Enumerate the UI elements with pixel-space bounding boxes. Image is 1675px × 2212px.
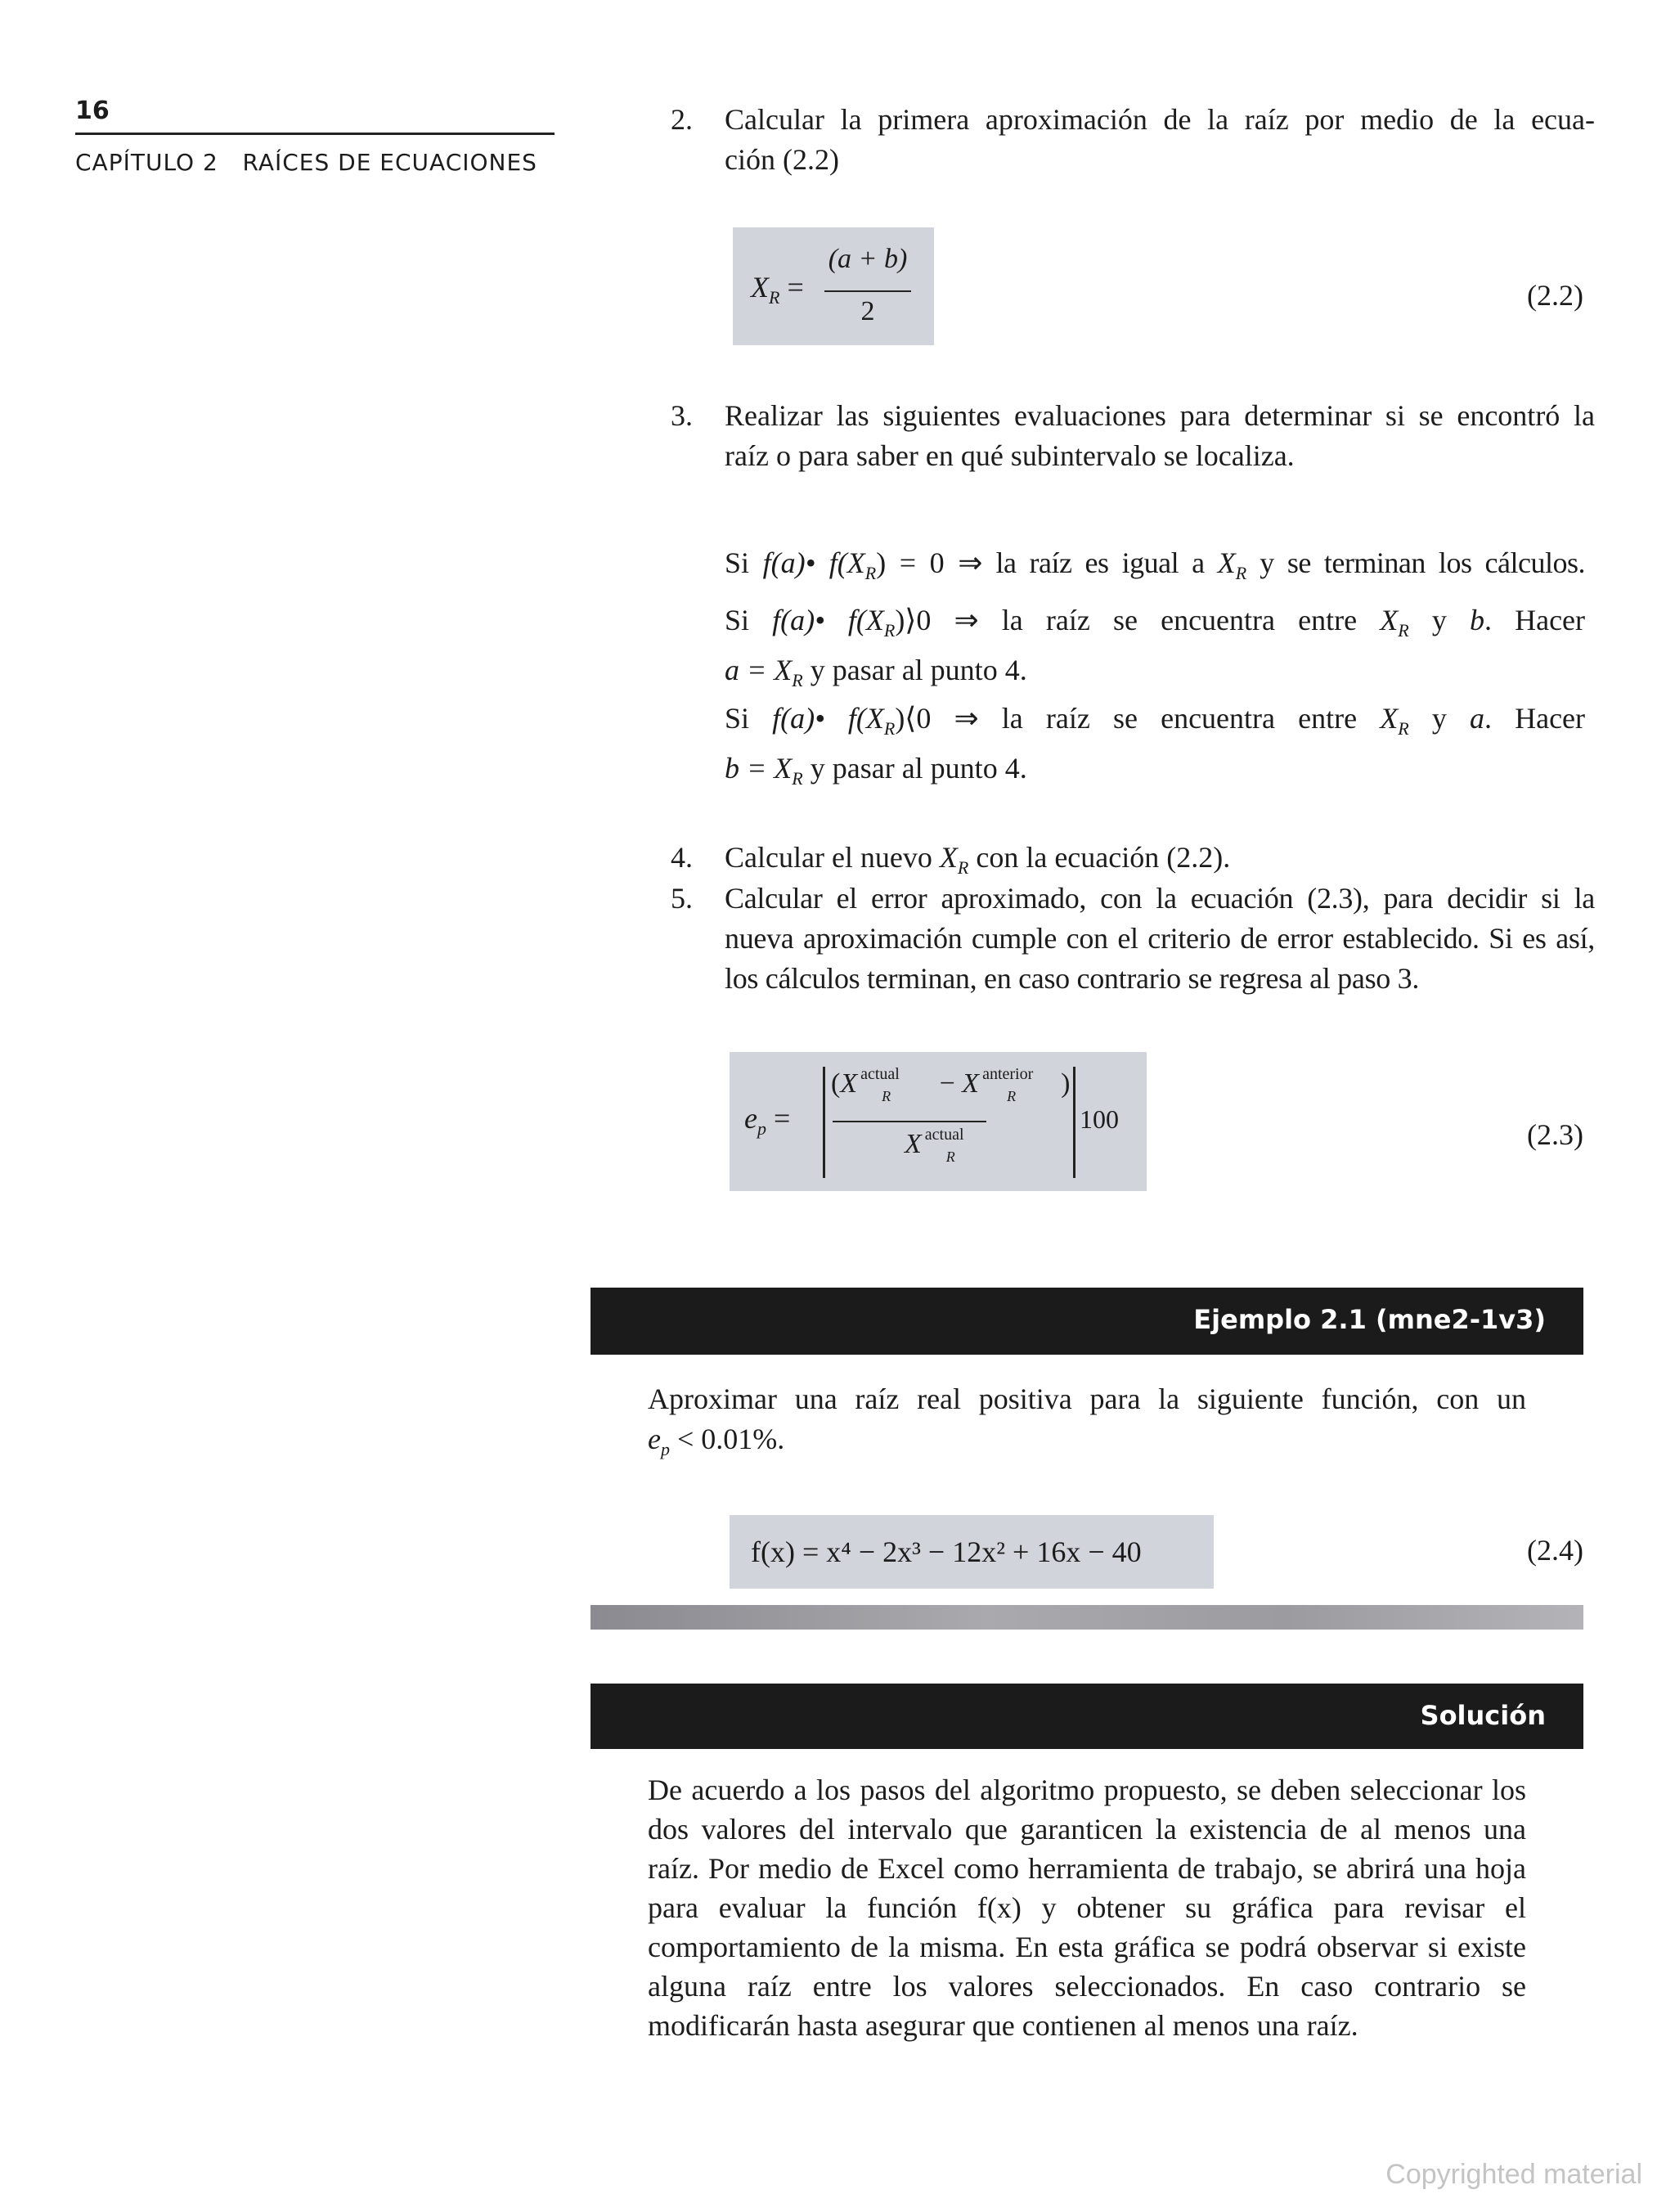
cond-expr-sub: R <box>864 563 877 584</box>
cond-expr-sub: R <box>883 620 896 641</box>
step-text <box>725 396 1595 476</box>
solution-title: Solución <box>1420 1700 1546 1731</box>
cond-line2-post: y pasar al punto 4. <box>802 752 1027 785</box>
eq-denominator <box>905 1126 979 1165</box>
cond-between: y <box>1408 604 1470 636</box>
cond-xr: X <box>1380 702 1399 735</box>
step-text-line: raíz o para saber en qué subintervalo se localiza. <box>725 439 1295 472</box>
equation-2-4-box <box>730 1515 1214 1589</box>
cond-tail: y se terminan los cálculos. <box>1246 546 1585 579</box>
eq-lhs: e <box>744 1102 757 1135</box>
example-statement-tail: < 0.01%. <box>669 1423 785 1455</box>
abs-bar-right <box>1073 1067 1076 1178</box>
cond-line2-pre: b = X <box>725 752 793 785</box>
eq-x: X <box>840 1068 858 1099</box>
condition-3 <box>725 699 1585 798</box>
step-text-post: con la ecuación (2.2). <box>968 841 1231 874</box>
eq-equals: = <box>773 1102 791 1135</box>
eq-polynomial: f(x) = x⁴ − 2x³ − 12x² + 16x − 40 <box>751 1535 1142 1568</box>
eq-lhs-sub: p <box>757 1118 766 1140</box>
equation-label: (2.4) <box>1527 1534 1583 1567</box>
solution-paragraph: De acuerdo a los pasos del algoritmo propuesto, se deben seleccionar los dos valores del intervalo que garanticen la existencia de al menos una raíz. Por medio de Excel como herramienta de trabajo, se abrirá una hoja para evaluar la función f(x) y obtener su gráfica para revisar el comportamiento de la misma. En esta gráfica se podrá observar si existe alguna raíz entre los valores seleccionados. En caso contrario se modificarán hasta asegurar que contienen al menos una raíz. <box>648 1774 1526 2042</box>
eq-x: X <box>905 1129 922 1159</box>
example-statement-line: Aproximar una raíz real positiva para la siguiente función, con un <box>648 1382 1526 1415</box>
cond-text: la raíz es igual a <box>982 546 1218 579</box>
step-number: 2. <box>671 103 693 136</box>
example-title: Ejemplo 2.1 (mne2-1v3) <box>1193 1304 1546 1335</box>
fraction-bar <box>824 290 911 292</box>
step-text-pre: Calcular el nuevo <box>725 841 940 874</box>
condition-1 <box>725 543 1585 593</box>
eq-sub: R <box>882 1088 891 1104</box>
cond-var: a <box>1469 702 1484 735</box>
cond-var: b <box>1469 604 1484 636</box>
page-number: 16 <box>75 97 110 125</box>
eq-sup: actual <box>924 1126 964 1144</box>
example-ep: e <box>648 1423 661 1455</box>
step-xr: X <box>939 841 958 874</box>
fraction-bar <box>833 1121 986 1122</box>
step-text <box>725 100 1595 180</box>
header-rule <box>75 133 555 135</box>
example-statement <box>648 1379 1526 1469</box>
cond-xr-sub: R <box>1398 620 1409 641</box>
cond-xr: X <box>1217 546 1236 579</box>
eq-x: X <box>962 1068 980 1099</box>
eq-equals: = <box>787 271 804 303</box>
cond-rel: ) = 0 ⇒ <box>876 546 983 579</box>
eq-lhs: X <box>751 271 769 303</box>
example-ep-sub: p <box>660 1439 670 1460</box>
equation-2-3-box <box>730 1052 1147 1191</box>
cond-rel: )⟨0 ⇒ <box>895 702 979 735</box>
cond-lead: Si <box>725 546 763 579</box>
eq-denominator: 2 <box>860 296 875 326</box>
eq-factor: 100 <box>1080 1104 1119 1134</box>
step-number: 3. <box>671 399 693 432</box>
eq-sup: anterior <box>982 1065 1034 1083</box>
step-text-line: Realizar las siguientes evaluaciones para determinar si se encontró la <box>725 399 1595 432</box>
cond-xr-sub: R <box>1235 563 1247 584</box>
cond-expr: f(a)• f(X <box>772 604 884 636</box>
cond-text: la raíz se encuentra entre <box>978 702 1381 735</box>
cond-lead: Si <box>725 604 773 636</box>
chapter-title: CAPÍTULO 2 RAÍCES DE ECUACIONES <box>75 149 537 176</box>
cond-line2-post: y pasar al punto 4. <box>802 654 1027 687</box>
cond-lead: Si <box>725 702 773 735</box>
cond-line2-sub: R <box>792 670 803 691</box>
cond-rel: )⟩0 ⇒ <box>895 604 979 636</box>
cond-between: y <box>1408 702 1470 735</box>
cond-hacer: . Hacer <box>1484 604 1586 636</box>
cond-xr: X <box>1380 604 1399 636</box>
condition-2 <box>725 600 1585 700</box>
eq-sup: actual <box>860 1065 900 1083</box>
cond-expr-sub: R <box>883 718 896 740</box>
cond-expr: f(a)• f(X <box>772 702 884 735</box>
cond-xr-sub: R <box>1398 718 1409 740</box>
step-xr-sub: R <box>957 857 969 879</box>
eq-lhs-sub: R <box>769 287 780 308</box>
cond-line2-sub: R <box>792 768 803 789</box>
step-text-line: Calcular la primera aproximación de la raíz por medio de la ecua- <box>725 103 1595 136</box>
eq-sub: R <box>945 1149 955 1165</box>
copyright-watermark: Copyrighted material <box>1385 2159 1642 2190</box>
divider-bar <box>591 1605 1583 1630</box>
abs-bar-left <box>823 1067 825 1178</box>
step-number: 4. <box>671 841 693 874</box>
step-text: Calcular el error aproximado, con la ecuación (2.3), para decidir si la nueva aproximación cumple con el criterio de error establecido. Si es así, los cálculos terminan, en caso contrario se regresa al paso 3. <box>725 882 1595 995</box>
equation-2-2-box <box>733 227 934 345</box>
cond-hacer: . Hacer <box>1484 702 1586 735</box>
equation-label: (2.2) <box>1527 279 1583 312</box>
eq-sub: R <box>1007 1088 1017 1104</box>
example-title-bar <box>591 1288 1583 1355</box>
eq-numerator: (a + b) <box>828 244 908 274</box>
cond-text: la raíz se encuentra entre <box>978 604 1381 636</box>
eq-numerator: (X actual R − X anterior R ) <box>831 1065 1071 1104</box>
cond-line2-pre: a = X <box>725 654 793 687</box>
step-number: 5. <box>671 882 693 915</box>
step-text-line: ción (2.2) <box>725 143 839 176</box>
cond-expr: f(a)• f(X <box>762 546 865 579</box>
solution-title-bar <box>591 1684 1583 1749</box>
equation-label: (2.3) <box>1527 1118 1583 1151</box>
